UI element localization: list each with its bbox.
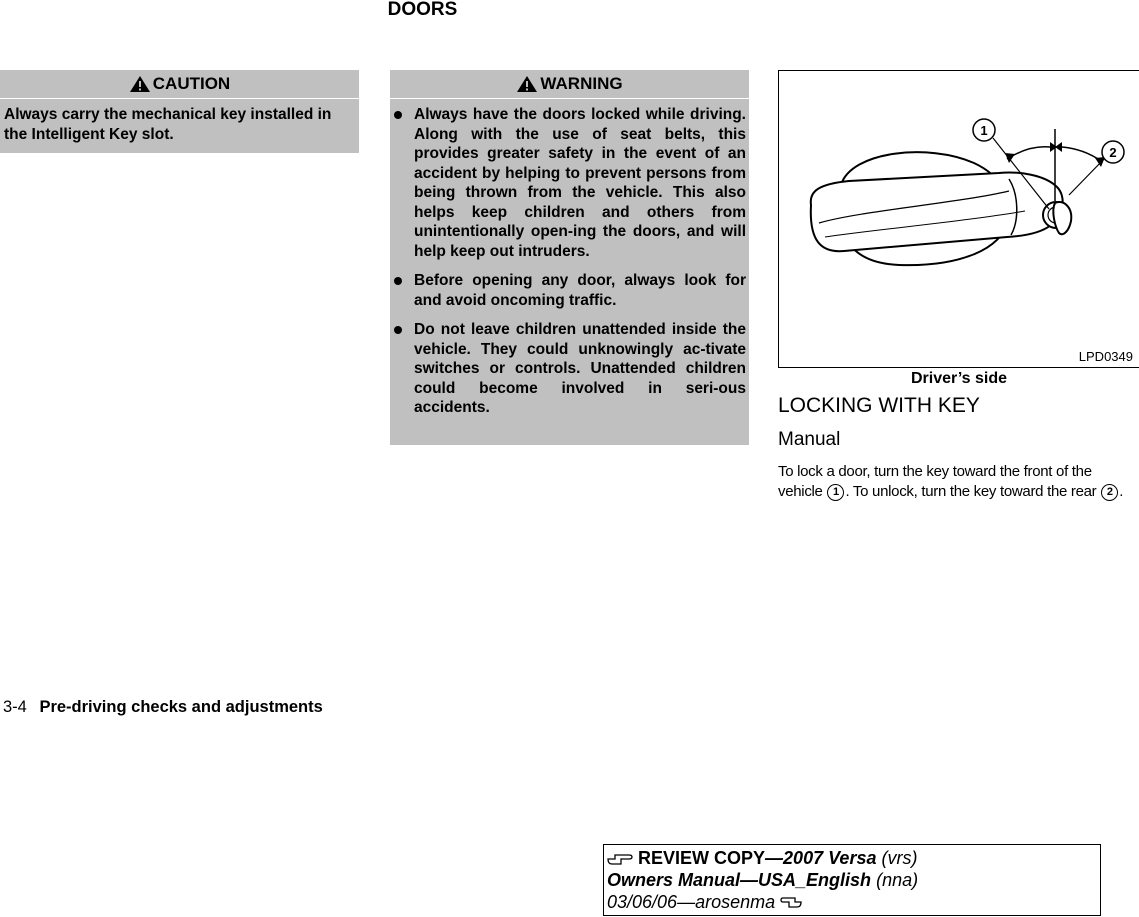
bullet-icon [394, 111, 402, 119]
paragraph-text: . [1119, 483, 1124, 500]
figure-code: LPD0349 [1078, 349, 1133, 364]
bullet-icon [394, 277, 402, 285]
warning-list [390, 99, 749, 424]
warning-item [390, 105, 746, 261]
figure-caption: Driver’s side [910, 370, 1008, 387]
callout-2: 2 [1109, 145, 1117, 160]
warning-title-bar [390, 70, 749, 99]
market-name: USA_English [758, 870, 872, 890]
caution-title-bar [0, 70, 359, 99]
warning-box [390, 70, 749, 445]
warning-item [390, 320, 746, 418]
paragraph-text: To lock a door, turn the key toward the front of the vehicle [778, 463, 1092, 500]
door-handle-illustration [779, 71, 1139, 367]
market-code: (nna) [876, 870, 919, 890]
review-line-3 [607, 891, 1097, 913]
review-label: REVIEW COPY [638, 848, 766, 868]
warning-item-text: Before opening any door, always look for and avoid oncoming traffic. [414, 272, 746, 309]
section-paragraph [778, 462, 1139, 502]
callout-ref-1: 1 [827, 484, 844, 501]
warning-title: WARNING [540, 74, 623, 93]
caution-title: CAUTION [152, 74, 231, 93]
review-copy-stamp [603, 844, 1101, 916]
dash: — [740, 870, 759, 890]
page-number: 3-4 [3, 698, 27, 716]
warning-triangle-icon [129, 75, 151, 93]
paragraph-text: . To unlock, turn the key toward the rear [845, 483, 1097, 500]
model-code: (vrs) [881, 848, 918, 868]
model-name: 2007 Versa [783, 848, 877, 868]
warning-item [390, 271, 746, 310]
pointing-hand-icon [780, 894, 802, 910]
review-author: arosenma [695, 892, 776, 912]
dash: — [677, 892, 696, 912]
review-line-2 [607, 869, 1097, 891]
section-subheading: Manual [778, 429, 841, 450]
pointing-hand-icon [607, 850, 633, 866]
warning-item-text: Do not leave children unattended inside the vehicle. They could unknowingly ac-tivate switches or controls. Unattended children could become involved in seri-ous accidents. [414, 321, 746, 416]
page-header: DOORS [387, 0, 458, 20]
callout-ref-2: 2 [1101, 484, 1118, 501]
manual-title: Owners Manual [607, 870, 741, 890]
bullet-icon [394, 326, 402, 334]
section-heading: LOCKING WITH KEY [778, 394, 980, 417]
review-date: 03/06/06 [607, 892, 678, 912]
callout-1: 1 [980, 123, 988, 138]
door-handle-figure [778, 70, 1139, 368]
caution-box [0, 70, 359, 153]
chapter-title: Pre-driving checks and adjustments [39, 698, 323, 716]
review-line-1 [607, 847, 1097, 869]
warning-item-text: Always have the doors locked while driving. Along with the use of seat belts, this provides greater safety in the event of an accident by helping to prevent persons from being thrown from the vehicle. This also helps keep children and others from unintentionally open-ing the doors, and will help keep out intruders. [414, 106, 746, 260]
page-footer [3, 698, 323, 717]
warning-triangle-icon [516, 75, 538, 93]
caution-text: Always carry the mechanical key installed in the Intelligent Key slot. [4, 106, 332, 143]
dash: — [765, 848, 784, 868]
